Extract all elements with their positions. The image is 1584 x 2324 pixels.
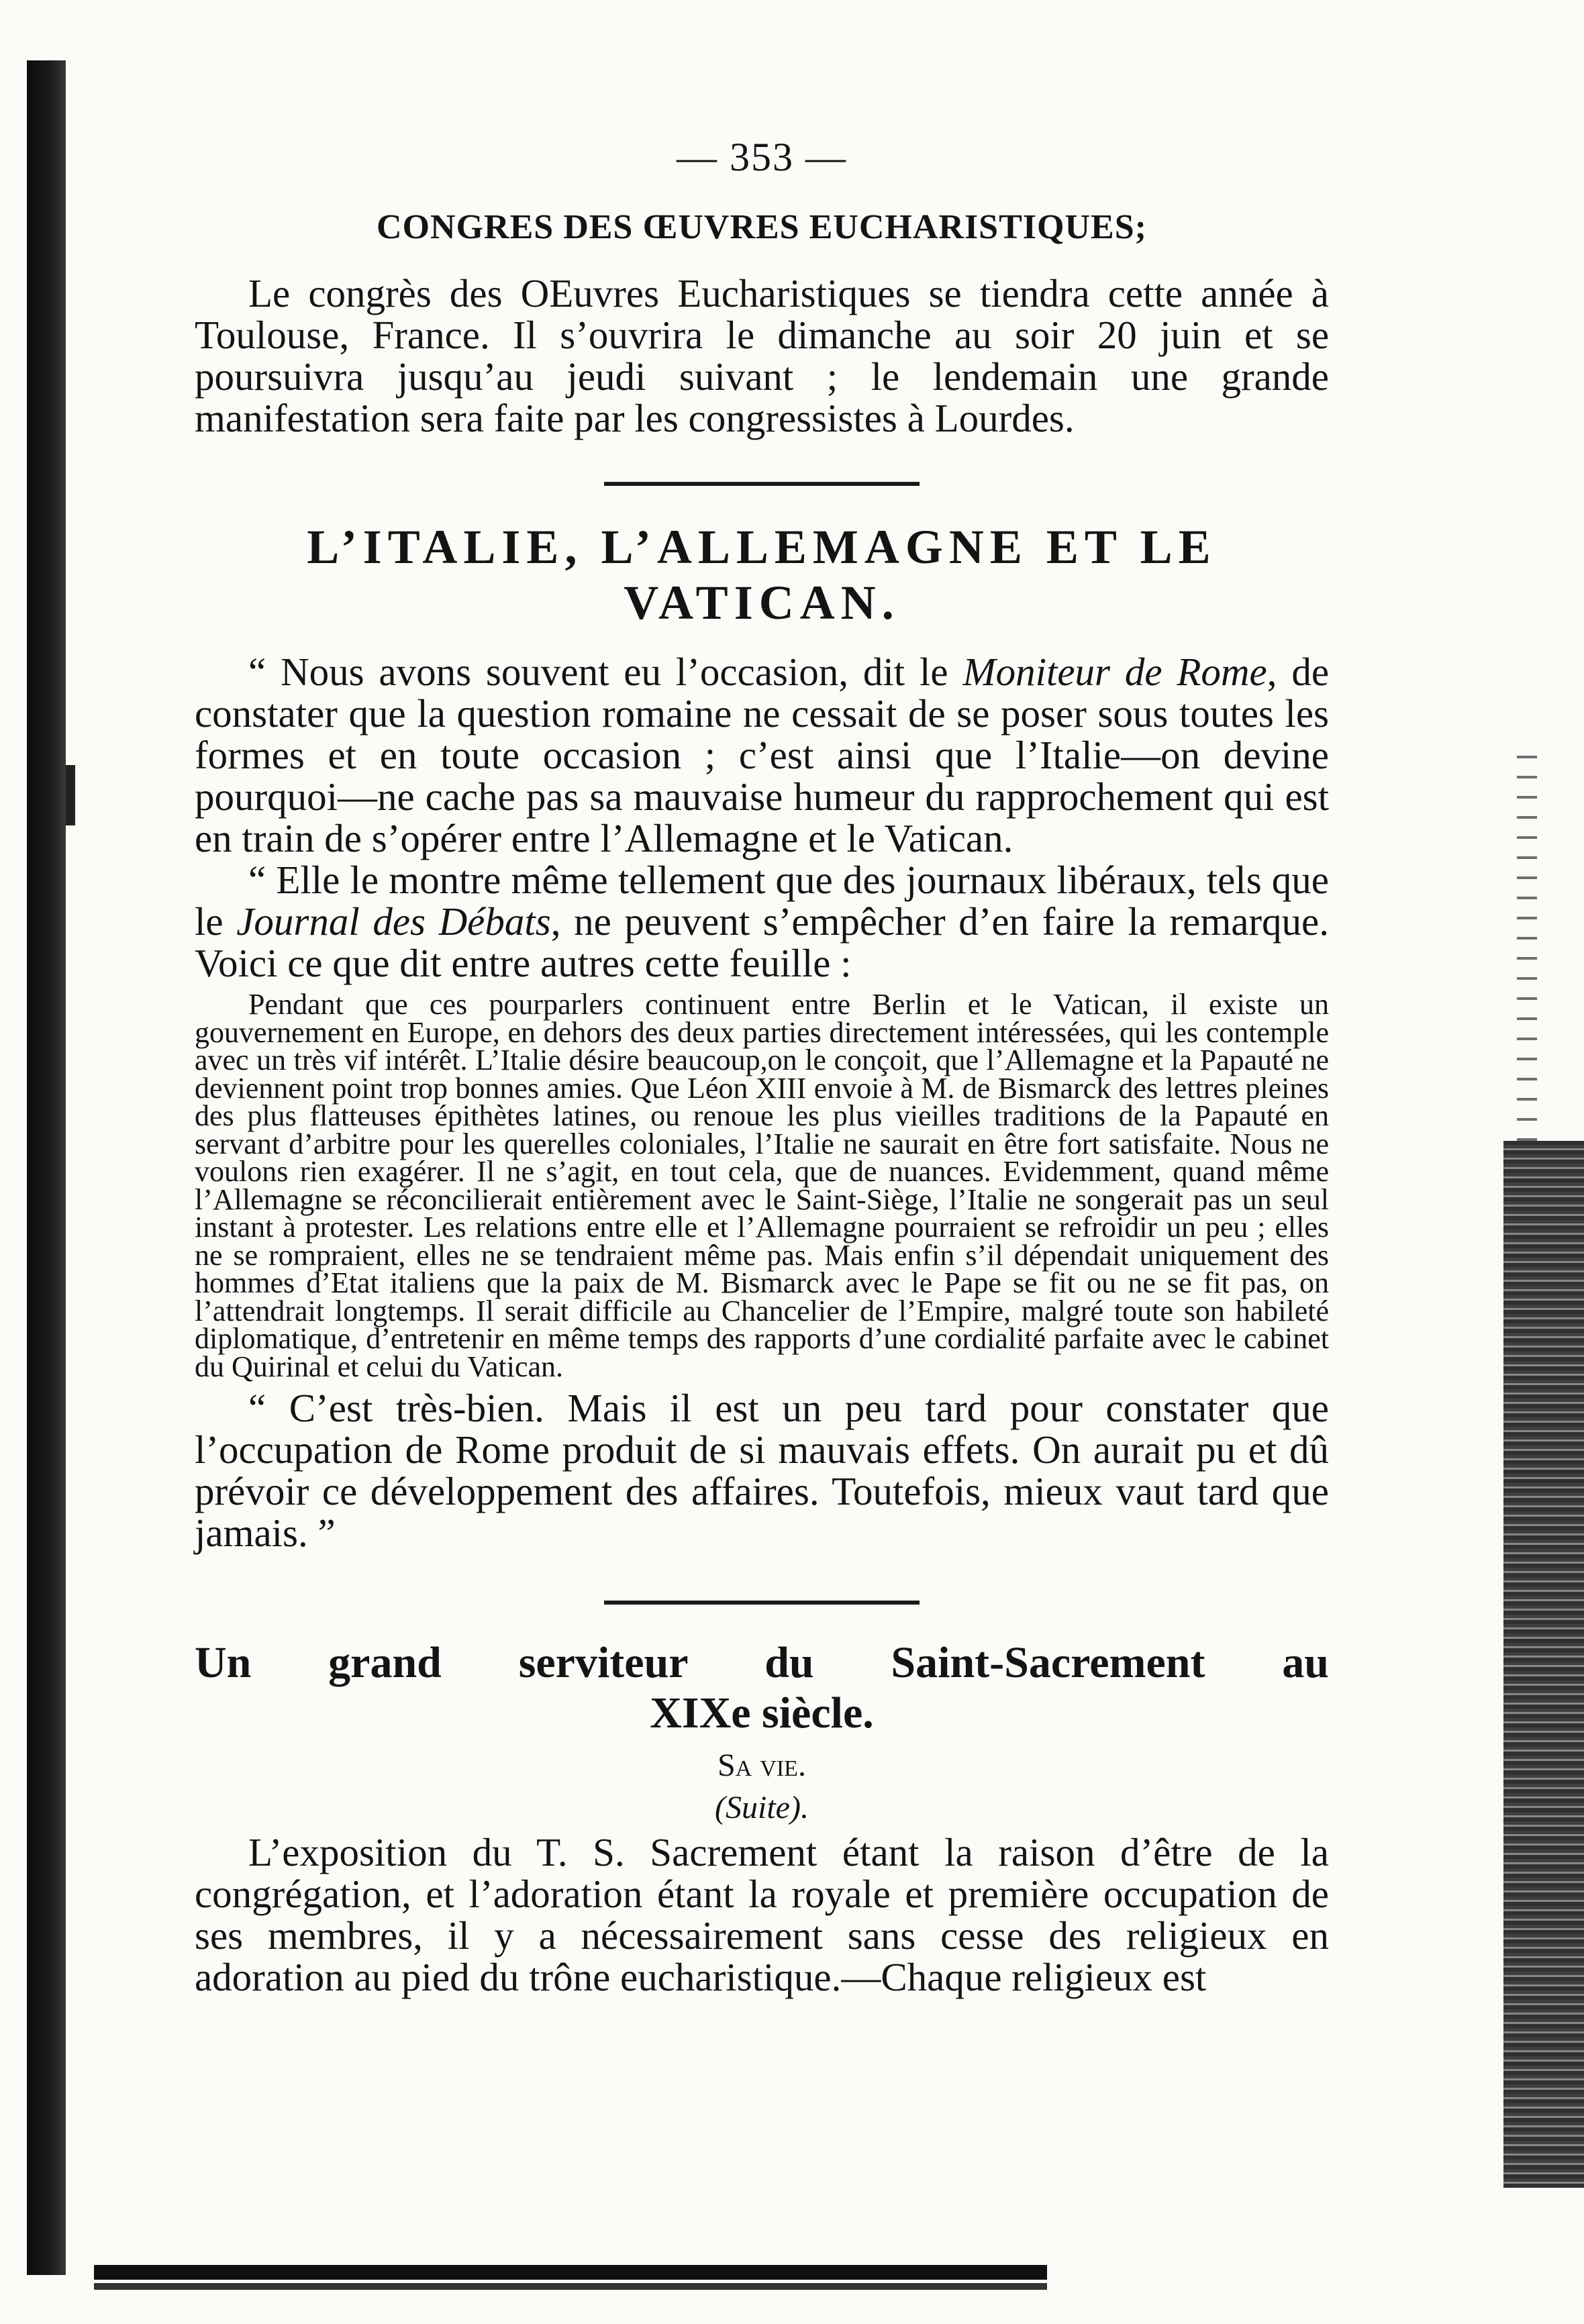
paragraph-serviteur: L’exposition du T. S. Sacrement étant la raison d’être de la congrégation, et l’adoration étant la royale et première occupation de ses membres, il y a nécessairement sans cesse des religieux en adoration au pied du trône eucharistique.—Chaque religieux est <box>195 1830 1329 1999</box>
section-title-serviteur-line2: XIXe siècle. <box>650 1688 874 1737</box>
paragraph-italie-1: “ Nous avons souvent eu l’occasion, dit le Moniteur de Rome, de constater que la question romaine ne cessait de se poser sous toutes les formes et en toute occasion ; c’est ainsi que l’Italie—on devine pourquoi—ne cache pas sa mauvaise humeur du rapprochement qui est en train de s’opérer entre l’Allemagne et le Vatican. <box>195 650 1330 860</box>
scan-noise-right <box>1517 738 1537 1141</box>
paragraph-italie-2: “ Elle le montre même tellement que des journaux libéraux, tels que le Journal des Débats, ne peuvent s’empêcher d’en faire la remarque. Voici ce que dit entre autres cette feuille : <box>195 858 1329 985</box>
binding-edge-left <box>27 60 66 2275</box>
page-content <box>195 134 1329 1998</box>
subtitle-sa-vie: Sa vie. <box>717 1748 806 1783</box>
quoted-article: Pendant que ces pourparlers continuent entre Berlin et le Vatican, il existe un gouvernement en Europe, en dehors des deux parties directement intéressées, qui les contemple avec un très vif intérêt. L’Italie désire beaucoup,on le conçoit, que l’Allemagne et la Papauté ne deviennent point trop bonnes amies. Que Léon XIII envoie à M. de Bismarck des lettres pleines des plus flatteuses épithètes latines, ou renoue les plus vieilles traditions de la Papauté en servant d’arbitre pour les querelles coloniales, l’Italie ne saurait en être fort satisfaite. Nous ne voulons rien exagérer. Il ne s’agit, en tout cela, que de nuances. Evidemment, quand même l’Allemagne se réconcilierait entièrement avec le Saint-Siège, l’Italie ne songerait pas un seul instant à protester. Les relations entre elle et l’Allemagne pourraient se refroidir un peu ; elles ne se rompraient, elles ne se tendraient même pas. Mais enfin s’il dépendait uniquement des hommes d’Etat italiens que la paix de M. Bismarck avec le Pape se fit ou ne se fit pas, on l’attendrait longtemps. Il serait difficile au Chancelier de l’Empire, malgré toute son habileté diplomatique, d’entretenir en même temps des rapports d’une cordialité parfaite avec le cabinet du Quirinal et celui du Vatican. <box>195 988 1329 1383</box>
binding-edge-right <box>1503 1141 1584 2188</box>
binding-edge-bottom <box>94 2265 1047 2280</box>
page-number: — 353 — <box>677 135 847 179</box>
paragraph-congres: Le congrès des OEuvres Eucharistiques se tiendra cette année à Toulouse, France. Il s’ouvrira le dimanche au soir 20 juin et se poursuivra jusqu’au jeudi suivant ; le lendemain une grande manifestation sera faite par les congressistes à Lourdes. <box>195 271 1329 440</box>
section-title-italie: L’ITALIE, L’ALLEMAGNE ET LE VATICAN. <box>307 520 1217 629</box>
binding-edge-bottom-shadow <box>94 2283 1047 2290</box>
section-title-congres: CONGRES DES ŒUVRES EUCHARISTIQUES; <box>377 208 1147 246</box>
binding-notch <box>66 765 75 825</box>
paragraph-italie-3: “ C’est très-bien. Mais il est un peu tard pour constater que l’occupation de Rome produit de si mauvais effets. On aurait pu et dû prévoir ce développement des affaires. Toutefois, mieux vaut tard que jamais. ” <box>195 1386 1329 1555</box>
section-title-serviteur: Un grand serviteur du Saint-Sacrement au <box>195 1638 1329 1687</box>
divider-rule <box>604 482 920 486</box>
divider-rule <box>604 1601 920 1605</box>
subtitle-suite: (Suite). <box>715 1790 809 1825</box>
